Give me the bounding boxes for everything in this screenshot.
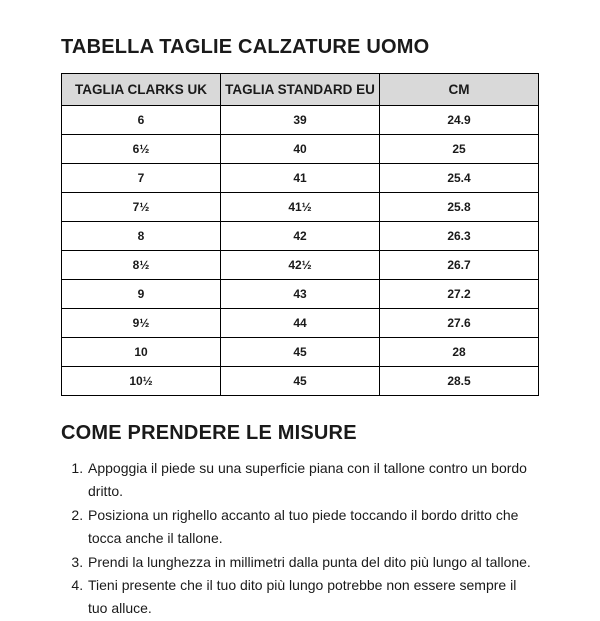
- table-cell: 45: [221, 367, 380, 396]
- table-row: [62, 338, 539, 367]
- table-cell: 39: [221, 106, 380, 135]
- table-row: [62, 251, 539, 280]
- table-cell: 24.9: [380, 106, 539, 135]
- table-cell: 10½: [62, 367, 221, 396]
- table-cell: 25.8: [380, 193, 539, 222]
- table-cell: 27.2: [380, 280, 539, 309]
- table-cell: 26.3: [380, 222, 539, 251]
- table-row: [62, 280, 539, 309]
- table-cell: 6½: [62, 135, 221, 164]
- table-cell: 41: [221, 164, 380, 193]
- table-cell: 25: [380, 135, 539, 164]
- instruction-step: 2. Posiziona un righello accanto al tuo piede toccando il bordo dritto che tocca anche il tallone.: [87, 504, 539, 551]
- table-cell: 42: [221, 222, 380, 251]
- instruction-step: 1. Appoggia il piede su una superficie piana con il tallone contro un bordo dritto.: [87, 457, 539, 504]
- table-cell: 41½: [221, 193, 380, 222]
- table-cell: 7: [62, 164, 221, 193]
- table-cell: 7½: [62, 193, 221, 222]
- table-cell: 6: [62, 106, 221, 135]
- table-cell: 28: [380, 338, 539, 367]
- table-cell: 42½: [221, 251, 380, 280]
- size-table-head: [62, 74, 539, 106]
- table-cell: 28.5: [380, 367, 539, 396]
- table-row: [62, 106, 539, 135]
- size-table-body: [62, 106, 539, 396]
- table-row: [62, 367, 539, 396]
- size-table-header-row: [62, 74, 539, 106]
- header-cell-cm: CM: [380, 74, 539, 106]
- table-cell: 45: [221, 338, 380, 367]
- table-cell: 10: [62, 338, 221, 367]
- table-cell: 8½: [62, 251, 221, 280]
- table-cell: 8: [62, 222, 221, 251]
- section-title-measuring: COME PRENDERE LE MISURE: [61, 422, 357, 444]
- header-cell-clarks-uk: TAGLIA CLARKS UK: [62, 74, 221, 106]
- table-row: [62, 164, 539, 193]
- instruction-step: 3. Prendi la lunghezza in millimetri dalla punta del dito più lungo al tallone.: [87, 551, 539, 574]
- table-row: [62, 309, 539, 338]
- page-title: TABELLA TAGLIE CALZATURE UOMO: [61, 36, 430, 58]
- instruction-step: 4. Tieni presente che il tuo dito più lungo potrebbe non essere sempre il tuo alluce.: [87, 574, 539, 621]
- table-cell: 40: [221, 135, 380, 164]
- table-row: [62, 193, 539, 222]
- table-cell: 25.4: [380, 164, 539, 193]
- table-cell: 26.7: [380, 251, 539, 280]
- table-cell: 27.6: [380, 309, 539, 338]
- instructions-list: [61, 457, 539, 621]
- table-row: [62, 135, 539, 164]
- size-table: [61, 73, 539, 396]
- table-cell: 43: [221, 280, 380, 309]
- header-cell-standard-eu: TAGLIA STANDARD EU: [221, 74, 380, 106]
- table-cell: 9: [62, 280, 221, 309]
- table-cell: 9½: [62, 309, 221, 338]
- table-row: [62, 222, 539, 251]
- table-cell: 44: [221, 309, 380, 338]
